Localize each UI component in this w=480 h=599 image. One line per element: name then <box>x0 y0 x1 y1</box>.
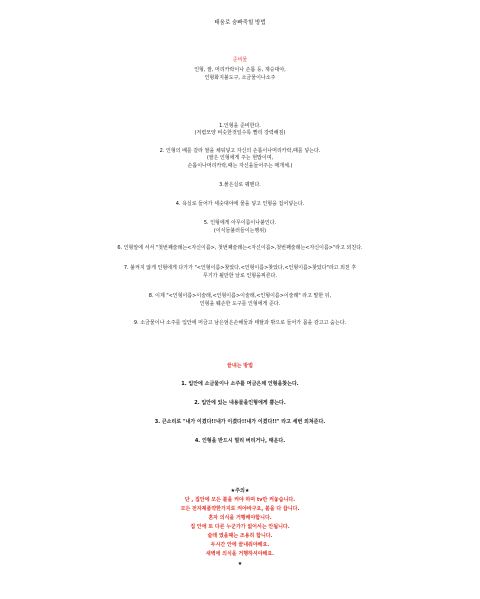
warning-line: 새벽에 의식을 거행하셔야해요. <box>205 551 275 557</box>
step-line: 9. 소금물이나 소주를 입안에 머금고 남은엄은손해둘과 태탈과 밖으로 들어가 몸을 감고고 숨는다. <box>133 320 347 326</box>
warning-line: 단 , 집안에 모든 불을 켜야 하며 tv만 켜놓습니다. <box>184 497 296 503</box>
ending-step: 2. 입안에 있는 내용물을인형에게 뿜는다. <box>194 400 286 406</box>
preparation-line: 인형화지불도구, 소금물이나소주 <box>204 75 276 81</box>
warning-line: 두시간 안에 끝내줘야해요. <box>210 542 270 548</box>
step-line: 무기가 될만한 날로 인형을찌른다. <box>203 273 277 279</box>
step-line: 8. 이제 "<인형이름>이술래,<인형이름>이술래,<인형이름>이술래" 라고 말한 뒤, <box>148 293 332 299</box>
step-line: 5. 인형에게 아무이름이나붙인다. <box>203 220 277 226</box>
step-line: 6. 인형앞에 서서 "첫번째술래는<자신이름>, 첫번째술래는<자신이름>,첫번째술래는<자신이름>"라고 외친다. <box>117 245 363 251</box>
step-line: (저렴모양 비슷한것일수록 빨리 강력해짐) <box>194 130 286 136</box>
document-title: 태움로 숨빠죽힐 방법 <box>214 20 266 26</box>
step-line: 2. 인형의 배를 갈라 쌀을 채워넣고 자신의 손톱이나머리카락,때를 넣는다. <box>159 148 321 154</box>
ending-heading: 끝내는 방법 <box>227 363 253 369</box>
step-line: 손톱이나머리카락,때는 자신을들어주는 매개체.) <box>187 163 293 169</box>
preparation-line: 인형, 쌀, 머리카락이나 손톱 등, 재승대야, <box>194 67 286 73</box>
warning-line: 술래 였을때는 조용히 합니다. <box>207 533 273 539</box>
preparation-heading: 준비물 <box>232 57 248 63</box>
warning-line: 혼자 의식을 거행해야합니다. <box>208 515 272 521</box>
ending-step: 4. 인형을 반드시 멀리 버리거나, 태운다. <box>194 438 286 444</box>
ending-step: 1. 입안에 소금물이나 소주를 머금은채 인형을찾는다. <box>181 381 299 387</box>
step-line: 1.인형을 준비한다. <box>219 123 261 129</box>
warning-line: 집 안에 또 다른 누군가가 없어서는 안됩니다. <box>190 524 290 530</box>
step-line: (이식들불러들이는행위) <box>213 228 267 234</box>
step-line: 3.붉은실로 꿰맨다. <box>219 182 261 188</box>
step-line: 4. 욕실로 들어가 세숫대야에 물을 넣고 인형을 집어넣는다. <box>175 201 305 207</box>
step-line: 인형을 훼손한 도구를 인형에게 준다. <box>199 301 281 307</box>
warning-heading: ★주의★ <box>230 488 250 494</box>
step-line: 7. 불켜지 않게 인형에게 다가가 "<인형이름>찾았다,<인형이름>찾았다,<인형이름>찾았다"라고 외친 후 <box>123 265 357 271</box>
warning-footer-star: ★ <box>237 561 243 567</box>
ending-step: 3. 큰소리로 "내가 이겼다!!내가 이겼다!!내가 이겼다!!" 라고 세번 외쳐준다. <box>154 419 326 425</box>
warning-line: 모든 전자제품약한가지로 켜야바구요, 불을 다 끕니다. <box>180 506 300 512</box>
step-line: (쌀은 인형에게 주는 현밥이며, <box>206 155 274 161</box>
